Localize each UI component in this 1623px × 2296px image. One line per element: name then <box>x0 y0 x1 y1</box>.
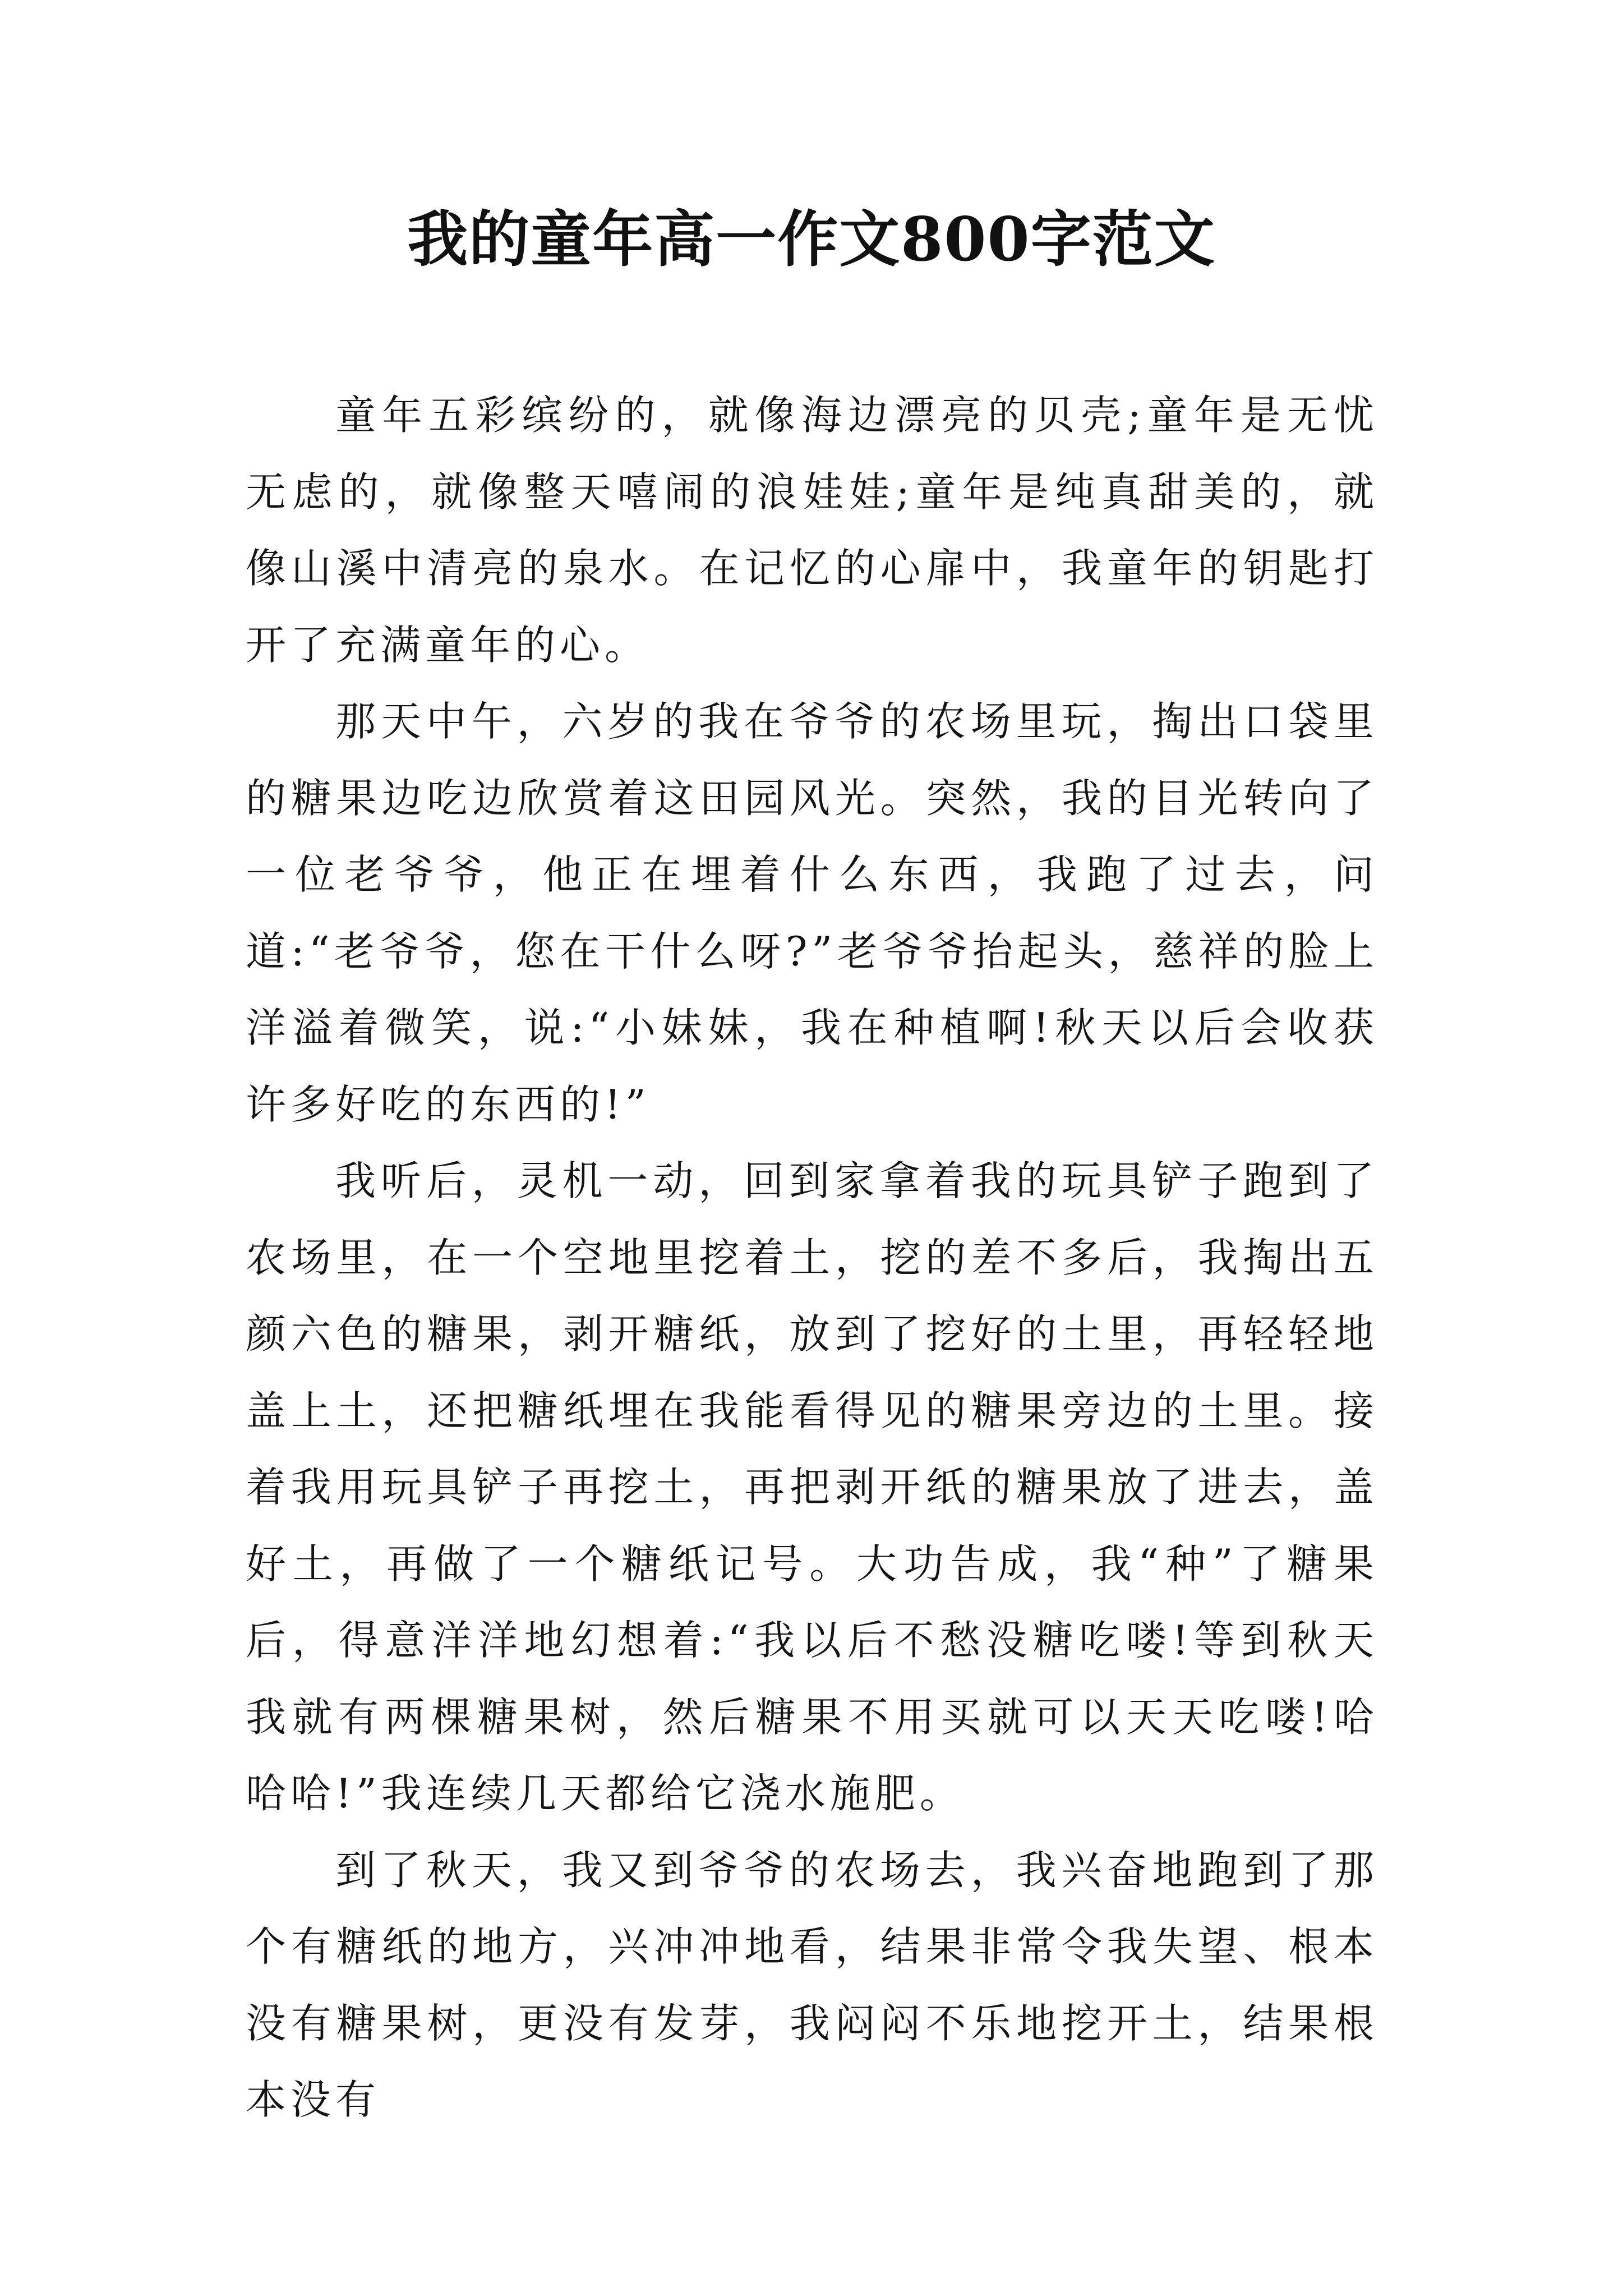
paragraph-4: 到了秋天，我又到爷爷的农场去，我兴奋地跑到了那个有糖纸的地方，兴冲冲地看，结果非常令我失望、根本没有糖果树，更没有发芽，我闷闷不乐地挖开土，结果根本没有 <box>246 1846 1378 2123</box>
paragraph-1: 童年五彩缤纷的，就像海边漂亮的贝壳;童年是无忧无虑的，就像整天嘻闹的浪娃娃;童年是纯真甜美的，就像山溪中清亮的泉水。在记忆的心扉中，我童年的钥匙打开了充满童年的心。 <box>246 392 1378 669</box>
paragraph-3: 我听后，灵机一动，回到家拿着我的玩具铲子跑到了农场里，在一个空地里挖着土，挖的差不多后，我掏出五颜六色的糖果，剥开糖纸，放到了挖好的土里，再轻轻地盖上土，还把糖纸埋在我能看得见的糖果旁边的土里。接着我用玩具铲子再挖土，再把剥开纸的糖果放了进去，盖好土，再做了一个糖纸记号。大功告成，我“种”了糖果后，得意洋洋地幻想着:“我以后不愁没糖吃喽!等到秋天我就有两棵糖果树，然后糖果不用买就可以天天吃喽!哈哈哈!”我连续几天都给它浇水施肥。 <box>246 1157 1378 1817</box>
document-body <box>246 377 1378 2138</box>
document-title: 我的童年高一作文800字范文 <box>407 204 1216 275</box>
paragraph-2: 那天中午，六岁的我在爷爷的农场里玩，掏出口袋里的糖果边吃边欣赏着这田园风光。突然，我的目光转向了一位老爷爷，他正在埋着什么东西，我跑了过去，问道:“老爷爷，您在干什么呀?”老爷爷抬起头，慈祥的脸上洋溢着微笑，说:“小妹妹，我在种植啊!秋天以后会收获许多好吃的东西的!” <box>246 698 1378 1128</box>
